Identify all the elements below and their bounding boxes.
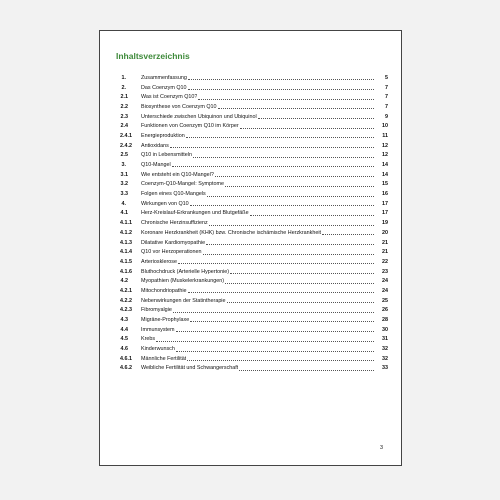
toc-entry[interactable]: [118, 306, 388, 316]
toc-entry-page: 17: [382, 210, 388, 217]
toc-entry[interactable]: [118, 83, 388, 93]
dot-leader: [225, 186, 374, 187]
toc-entry-page: 24: [382, 278, 388, 285]
toc-entry[interactable]: [118, 267, 388, 277]
dot-leader: [176, 331, 374, 332]
toc-entry-label: Weibliche Fertilität und Schwangerschaft: [141, 365, 239, 372]
toc-entry[interactable]: [118, 218, 388, 228]
toc-entry-number: 4.6.1: [120, 355, 132, 362]
toc-entry-number: 3.1: [120, 171, 128, 178]
toc-entry-page: 7: [385, 103, 388, 110]
toc-entry-label: Was ist Coenzym Q10?: [141, 94, 198, 101]
toc-entry-label: Männliche Fertilität: [141, 355, 187, 362]
toc-entry[interactable]: [118, 257, 388, 267]
toc-entry-label: Unterschiede zwischen Ubiquinon und Ubiquinol: [141, 113, 257, 120]
document-page: [99, 30, 402, 466]
toc-entry-page: 30: [382, 326, 388, 333]
toc-entry-page: 14: [382, 162, 388, 169]
dot-leader: [170, 147, 374, 148]
toc-entry[interactable]: [118, 112, 388, 122]
toc-entry-number: 4.6: [120, 346, 128, 353]
toc-entry-number: 4.2.1: [120, 287, 132, 294]
toc-entry-label: Folgen eines Q10-Mangels: [141, 191, 206, 198]
dot-leader: [187, 360, 374, 361]
page-number: 3: [380, 445, 383, 451]
toc-entry-number: 3.: [121, 162, 126, 169]
toc-entry-label: Immunsystem: [141, 326, 175, 333]
dot-leader: [188, 89, 374, 90]
toc-entry-number: 4.2.3: [120, 307, 132, 314]
toc-entry-page: 21: [382, 249, 388, 256]
toc-entry-label: Chronische Herzinsuffizienz: [141, 220, 208, 227]
toc-entry-label: Energieproduktion: [141, 132, 185, 139]
toc-entry-page: 14: [382, 171, 388, 178]
toc-entry[interactable]: [118, 102, 388, 112]
toc-entry[interactable]: [118, 131, 388, 141]
toc-entry-page: 22: [382, 258, 388, 265]
dot-leader: [215, 176, 374, 177]
dot-leader: [239, 370, 374, 371]
dot-leader: [225, 283, 374, 284]
dot-leader: [206, 244, 374, 245]
toc-entry-page: 31: [382, 336, 388, 343]
dot-leader: [218, 108, 374, 109]
dot-leader: [186, 137, 374, 138]
toc-entry-label: Zusammenfassung: [141, 74, 187, 81]
toc-entry-label: Fibromyalgie: [141, 307, 172, 314]
toc-entry-number: 3.2: [120, 181, 128, 188]
toc-entry[interactable]: [118, 325, 388, 335]
toc-entry-label: Arteriosklerose: [141, 258, 177, 265]
toc-entry-number: 2.: [121, 84, 126, 91]
toc-entry-number: 4.5: [120, 336, 128, 343]
toc-entry-number: 4.: [121, 200, 126, 207]
dot-leader: [188, 292, 374, 293]
toc-entry-label: Wie entsteht ein Q10-Mangel?: [141, 171, 214, 178]
toc-entry-number: 4.1.5: [120, 258, 132, 265]
toc-entry-label: Kinderwunsch: [141, 346, 175, 353]
toc-entry-label: Coenzym-Q10-Mangel: Symptome: [141, 181, 224, 188]
toc-entry-page: 28: [382, 317, 388, 324]
toc-entry-page: 7: [385, 94, 388, 101]
toc-entry-page: 26: [382, 307, 388, 314]
toc-entry-number: 2.4.2: [120, 142, 132, 149]
dot-leader: [190, 205, 374, 206]
table-of-contents: [118, 73, 388, 373]
toc-entry-number: 4.6.2: [120, 365, 132, 372]
toc-entry-label: Wirkungen von Q10: [141, 200, 189, 207]
toc-entry-page: 12: [382, 142, 388, 149]
toc-entry-label: Dilatative Kardiomyopathie: [141, 239, 206, 246]
toc-entry[interactable]: [118, 151, 388, 161]
toc-entry-page: 12: [382, 152, 388, 159]
dot-leader: [188, 79, 374, 80]
dot-leader: [172, 166, 374, 167]
toc-entry-number: 1.: [121, 74, 126, 81]
toc-entry-number: 2.4.1: [120, 132, 132, 139]
toc-entry-page: 9: [385, 113, 388, 120]
dot-leader: [227, 302, 374, 303]
toc-entry-page: 10: [382, 123, 388, 130]
dot-leader: [240, 128, 374, 129]
toc-entry[interactable]: [118, 315, 388, 325]
toc-entry[interactable]: [118, 73, 388, 83]
toc-entry-number: 4.1: [120, 210, 128, 217]
toc-entry-label: Mitochondriopathie: [141, 287, 187, 294]
toc-entry-label: Funktionen von Coenzym Q10 im Körper: [141, 123, 239, 130]
toc-entry-number: 4.1.1: [120, 220, 132, 227]
toc-entry-number: 2.5: [120, 152, 128, 159]
toc-entry-page: 25: [382, 297, 388, 304]
dot-leader: [156, 341, 374, 342]
toc-entry-label: Herz-Kreislauf-Erkrankungen und Blutgefäße: [141, 210, 249, 217]
toc-entry-number: 4.1.6: [120, 268, 132, 275]
toc-entry-number: 4.4: [120, 326, 128, 333]
dot-leader: [178, 263, 374, 264]
toc-entry[interactable]: [118, 228, 388, 238]
toc-entry[interactable]: [118, 364, 388, 374]
dot-leader: [193, 157, 374, 158]
toc-entry[interactable]: [118, 344, 388, 354]
dot-leader: [322, 234, 374, 235]
toc-entry[interactable]: [118, 180, 388, 190]
toc-title: Inhaltsverzeichnis: [116, 51, 190, 61]
toc-entry-number: 3.3: [120, 191, 128, 198]
toc-entry-number: 4.3: [120, 317, 128, 324]
dot-leader: [207, 196, 374, 197]
toc-entry-number: 4.1.4: [120, 249, 132, 256]
toc-entry[interactable]: [118, 209, 388, 219]
toc-entry-label: Biosynthese von Coenzym Q10: [141, 103, 217, 110]
dot-leader: [209, 225, 374, 226]
toc-entry[interactable]: [118, 335, 388, 345]
toc-entry-page: 32: [382, 346, 388, 353]
toc-entry-label: Das Coenzym Q10: [141, 84, 187, 91]
toc-entry[interactable]: [118, 296, 388, 306]
toc-entry[interactable]: [118, 170, 388, 180]
toc-entry-page: 5: [385, 74, 388, 81]
toc-entry[interactable]: [118, 247, 388, 257]
toc-entry[interactable]: [118, 92, 388, 102]
toc-entry[interactable]: [118, 286, 388, 296]
toc-entry[interactable]: [118, 121, 388, 131]
toc-entry-number: 2.1: [120, 94, 128, 101]
toc-entry[interactable]: [118, 276, 388, 286]
toc-entry-page: 21: [382, 239, 388, 246]
toc-entry-label: Q10 in Lebensmitteln: [141, 152, 192, 159]
dot-leader: [173, 312, 374, 313]
toc-entry-label: Migräne-Prophylaxe: [141, 317, 190, 324]
toc-entry-page: 19: [382, 220, 388, 227]
toc-entry[interactable]: [118, 189, 388, 199]
toc-entry-label: Krebs: [141, 336, 156, 343]
toc-entry-number: 2.3: [120, 113, 128, 120]
toc-entry-label: Bluthochdruck (Arterielle Hypertonie): [141, 268, 230, 275]
toc-entry-page: 33: [382, 365, 388, 372]
toc-entry-number: 4.2.2: [120, 297, 132, 304]
toc-entry[interactable]: [118, 238, 388, 248]
dot-leader: [176, 351, 374, 352]
toc-entry-page: 11: [382, 132, 388, 139]
dot-leader: [258, 118, 374, 119]
toc-entry[interactable]: [118, 141, 388, 151]
toc-entry-page: 24: [382, 287, 388, 294]
toc-entry-page: 23: [382, 268, 388, 275]
toc-entry[interactable]: [118, 199, 388, 209]
toc-entry-page: 16: [382, 191, 388, 198]
toc-entry-number: 4.1.2: [120, 229, 132, 236]
toc-entry-label: Myopathien (Muskelerkrankungen): [141, 278, 224, 285]
toc-entry-number: 2.4: [120, 123, 128, 130]
dot-leader: [230, 273, 374, 274]
toc-entry[interactable]: [118, 160, 388, 170]
toc-entry-page: 15: [382, 181, 388, 188]
dot-leader: [203, 254, 374, 255]
toc-entry-label: Antioxidans: [141, 142, 169, 149]
toc-entry-label: Nebenwirkungen der Statintherapie: [141, 297, 226, 304]
toc-entry-label: Q10 vor Herzoperationen: [141, 249, 202, 256]
toc-entry-page: 17: [382, 200, 388, 207]
toc-entry-number: 4.2: [120, 278, 128, 285]
toc-entry-label: Q10-Mangel: [141, 162, 171, 169]
toc-entry-page: 7: [385, 84, 388, 91]
toc-entry[interactable]: [118, 354, 388, 364]
dot-leader: [250, 215, 374, 216]
toc-entry-page: 32: [382, 355, 388, 362]
toc-entry-number: 2.2: [120, 103, 128, 110]
dot-leader: [190, 321, 374, 322]
toc-entry-label: Koronare Herzkrankheit (KHK) bzw. Chronische ischämische Herzkrankheit: [141, 229, 322, 236]
toc-entry-page: 20: [382, 229, 388, 236]
dot-leader: [198, 99, 374, 100]
toc-entry-number: 4.1.3: [120, 239, 132, 246]
